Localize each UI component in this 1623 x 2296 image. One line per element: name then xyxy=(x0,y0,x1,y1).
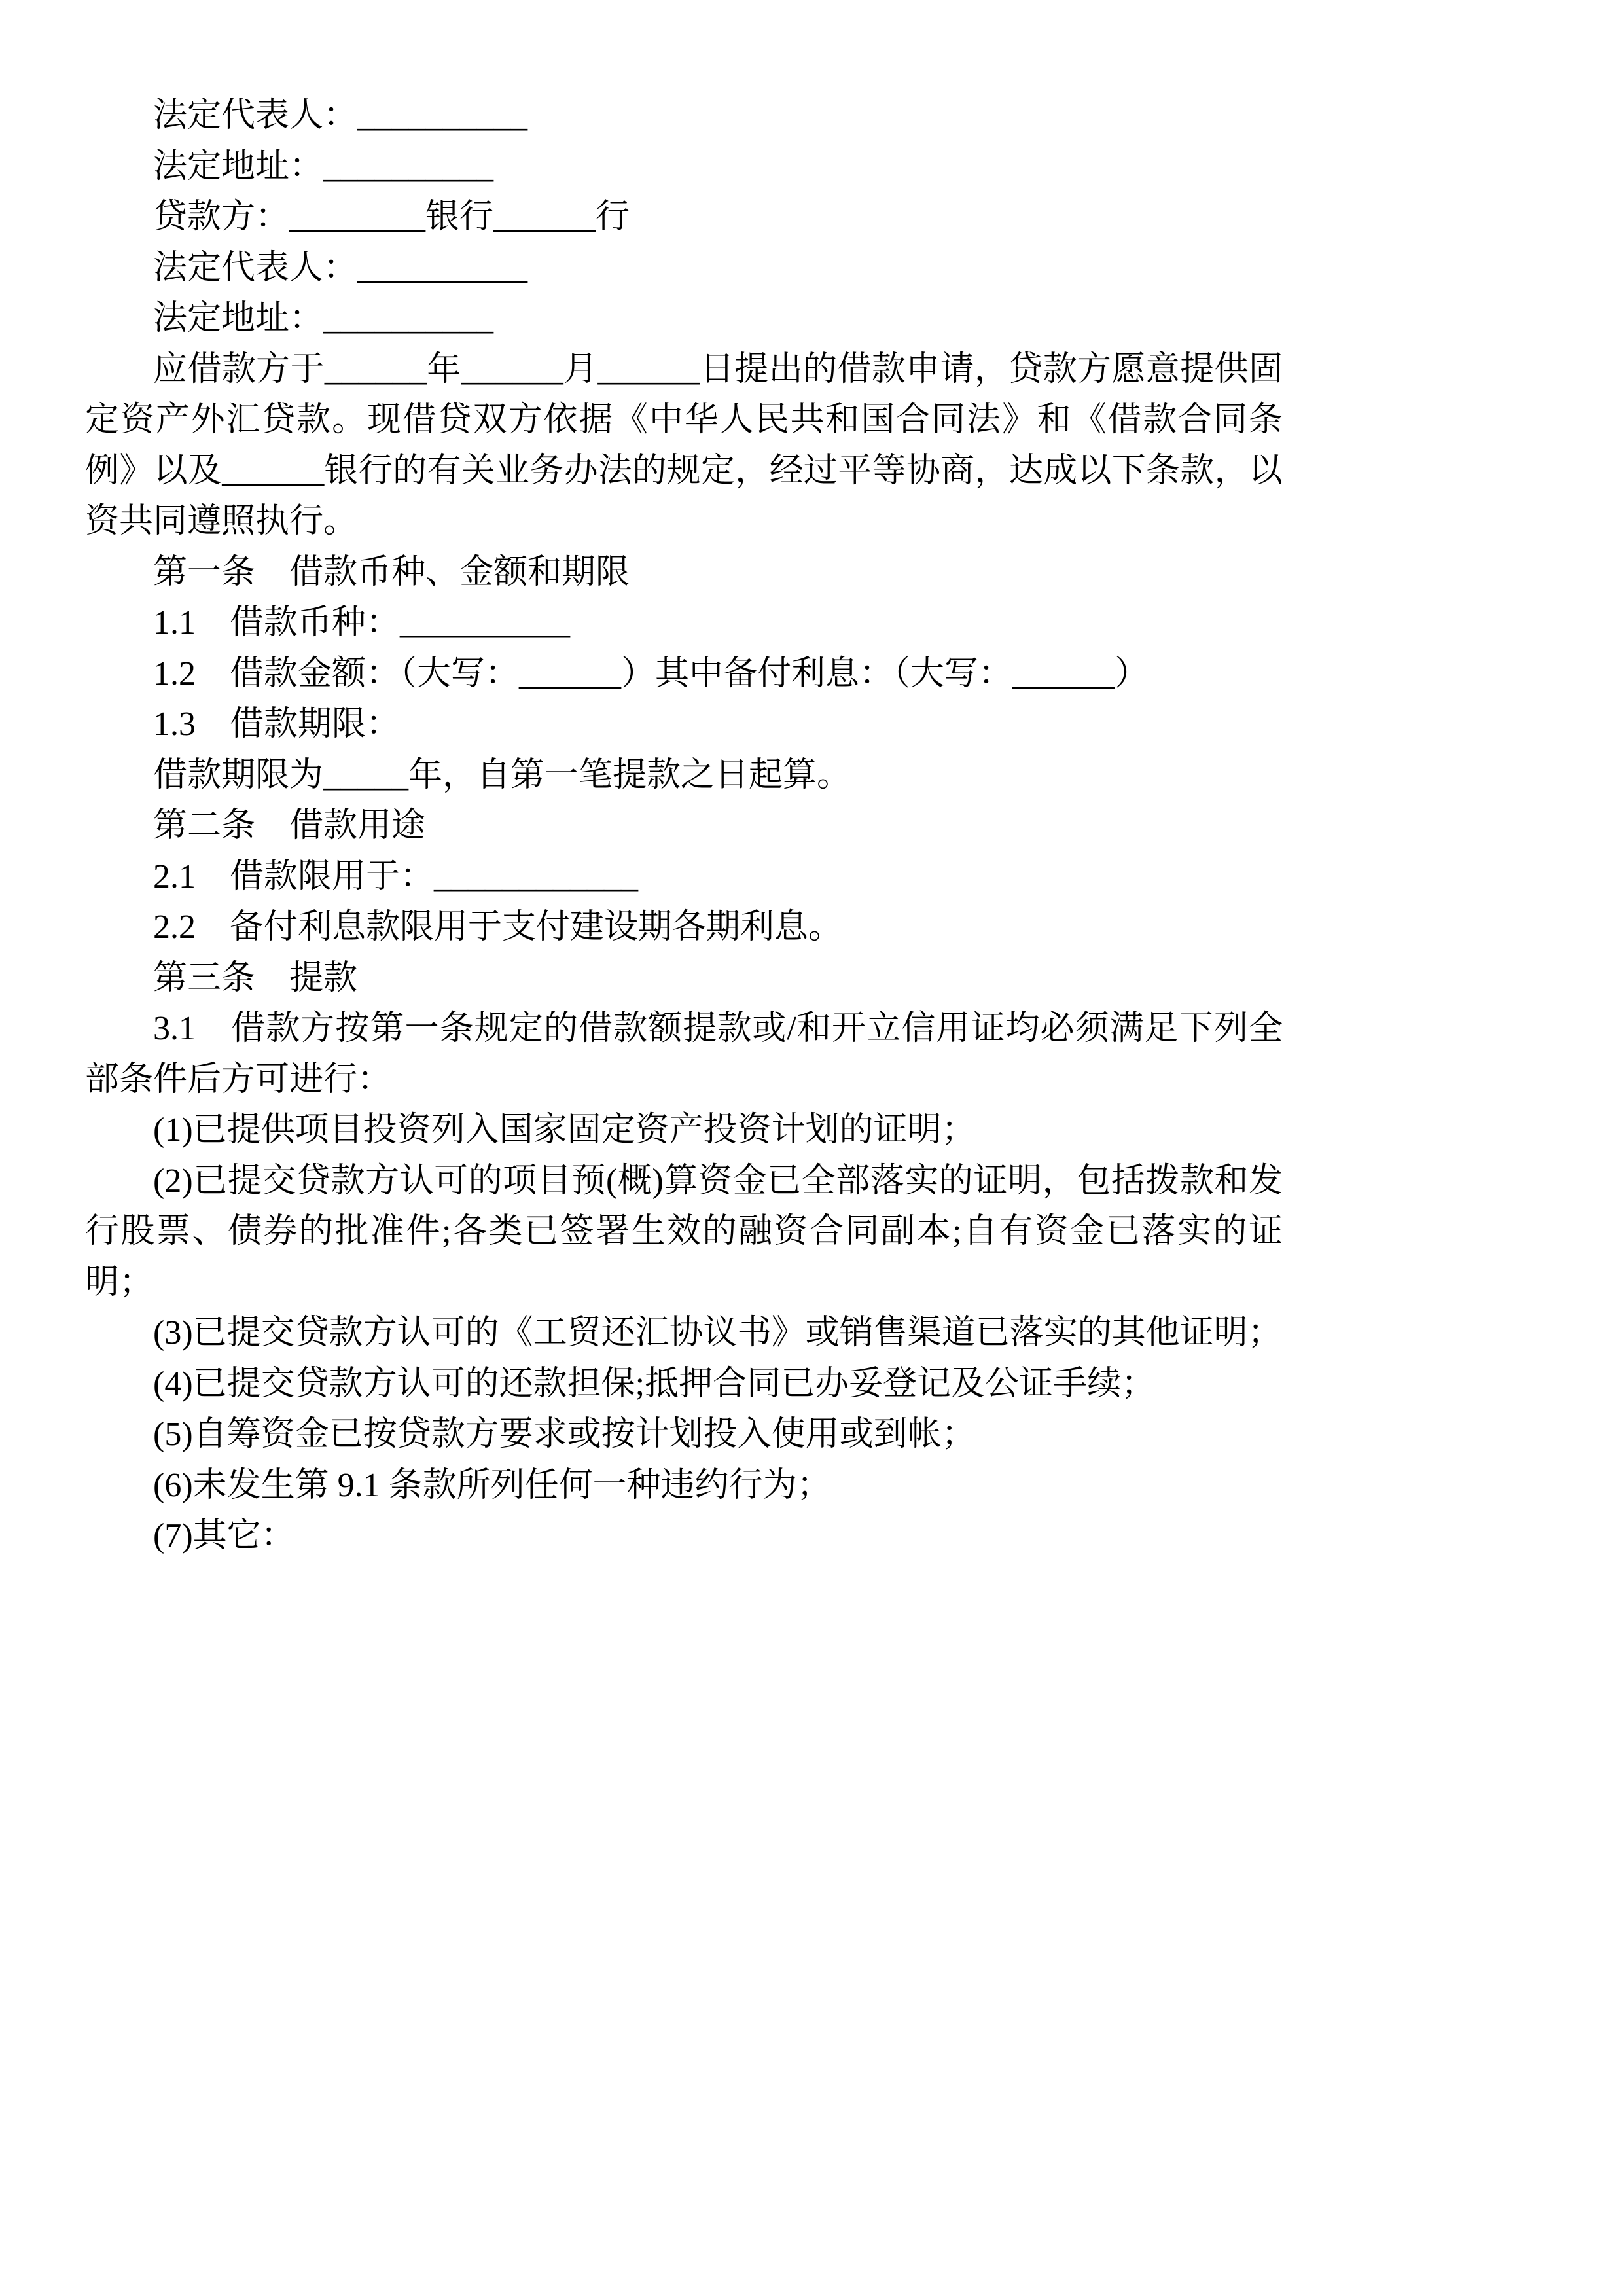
field-legal-representative-2: 法定代表人：__________ xyxy=(153,249,528,287)
condition-5: (5)自筹资金已按贷款方要求或按计划投入使用或到帐； xyxy=(153,1416,976,1453)
condition-2: (2)已提交贷款方认可的项目预(概)算资金已全部落实的证明，包括拨款和发行股票、债券的批准件;各类已签署生效的融资合同副本;自有资金已落实的证明； xyxy=(85,1162,1283,1301)
clause-1-3-term: 1.3 借款期限： xyxy=(153,706,401,743)
article-2-heading: 第二条 借款用途 xyxy=(153,807,426,844)
article-1-heading: 第一条 借款币种、金额和期限 xyxy=(153,553,630,591)
field-legal-address-2: 法定地址：__________ xyxy=(153,300,494,337)
clause-1-3-term-detail: 借款期限为_____年，自第一笔提款之日起算。 xyxy=(153,756,851,794)
condition-6: (6)未发生第 9.1 条款所列任何一种违约行为； xyxy=(153,1466,831,1504)
clause-1-1-currency: 1.1 借款币种：__________ xyxy=(153,604,571,641)
clause-1-2-amount: 1.2 借款金额：（大写：______）其中备付利息：（大写：______） xyxy=(153,655,1149,692)
clause-2-1-purpose: 2.1 借款限用于：____________ xyxy=(153,857,639,895)
clause-2-2-interest-use: 2.2 备付利息款限用于支付建设期各期利息。 xyxy=(153,908,843,946)
preamble-paragraph: 应借款方于______年______月______日提出的借款申请，贷款方愿意提供固定资产外汇贷款。现借贷双方依据《中华人民共和国合同法》和《借款合同条例》以及______银行的有关业务办法的规定，经过平等协商，达成以下条款，以资共同遵照执行。 xyxy=(85,350,1283,540)
article-3-heading: 第三条 提款 xyxy=(153,959,358,997)
field-legal-representative: 法定代表人：__________ xyxy=(153,97,528,134)
condition-3: (3)已提交贷款方认可的《工贸还汇协议书》或销售渠道已落实的其他证明； xyxy=(153,1314,1282,1352)
condition-7-other: (7)其它： xyxy=(153,1517,295,1554)
clause-3-1-conditions-intro: 3.1 借款方按第一条规定的借款额提款或/和开立信用证均必须满足下列全部条件后方可进行： xyxy=(85,1010,1283,1098)
condition-1: (1)已提供项目投资列入国家固定资产投资计划的证明； xyxy=(153,1111,976,1149)
condition-4: (4)已提交贷款方认可的还款担保;抵押合同已办妥登记及公证手续； xyxy=(153,1365,1156,1403)
field-lender-bank: 贷款方：________银行______行 xyxy=(153,198,630,236)
field-legal-address: 法定地址：__________ xyxy=(153,147,494,185)
